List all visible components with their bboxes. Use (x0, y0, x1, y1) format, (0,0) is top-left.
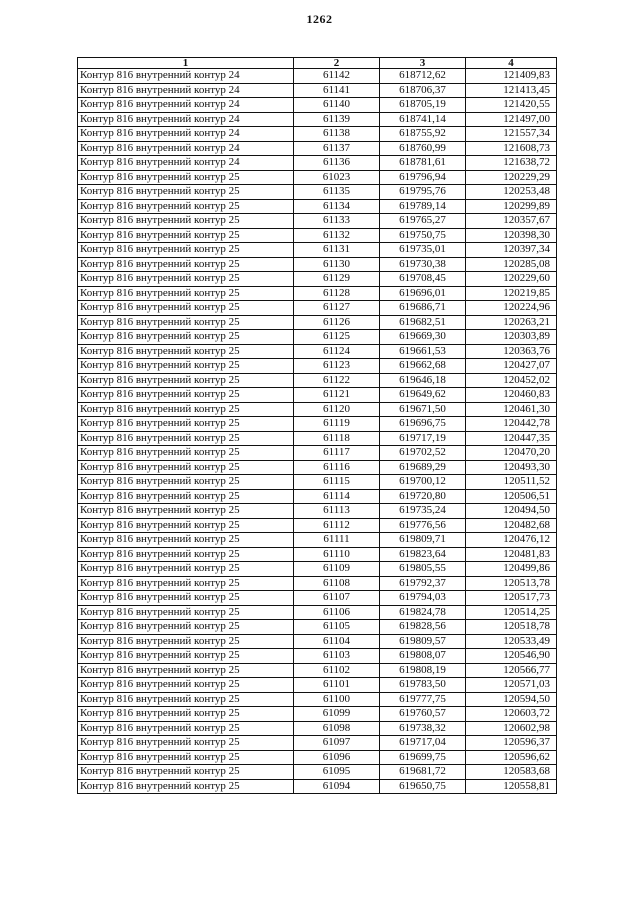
point-number-cell: 61105 (294, 620, 380, 635)
table-row (78, 649, 557, 664)
table-row (78, 591, 557, 606)
table-row (78, 634, 557, 649)
point-number-cell: 61101 (294, 678, 380, 693)
y-coordinate-cell: 120447,35 (466, 431, 557, 446)
x-coordinate-cell: 619795,76 (380, 185, 466, 200)
contour-name-cell: Контур 816 внутренний контур 25 (78, 692, 294, 707)
x-coordinate-cell: 619669,30 (380, 330, 466, 345)
y-coordinate-cell: 120583,68 (466, 765, 557, 780)
x-coordinate-cell: 619776,56 (380, 518, 466, 533)
table-row (78, 475, 557, 490)
point-number-cell: 61121 (294, 388, 380, 403)
contour-name-cell: Контур 816 внутренний контур 25 (78, 315, 294, 330)
x-coordinate-cell: 619760,57 (380, 707, 466, 722)
y-coordinate-cell: 120303,89 (466, 330, 557, 345)
table-row (78, 214, 557, 229)
point-number-cell: 61137 (294, 141, 380, 156)
table-row (78, 373, 557, 388)
contour-name-cell: Контур 816 внутренний контур 25 (78, 649, 294, 664)
point-number-cell: 61109 (294, 562, 380, 577)
x-coordinate-cell: 618706,37 (380, 83, 466, 98)
table-row (78, 243, 557, 258)
point-number-cell: 61099 (294, 707, 380, 722)
contour-name-cell: Контур 816 внутренний контур 25 (78, 475, 294, 490)
table-row (78, 460, 557, 475)
x-coordinate-cell: 619765,27 (380, 214, 466, 229)
y-coordinate-cell: 120566,77 (466, 663, 557, 678)
table-row (78, 533, 557, 548)
point-number-cell: 61098 (294, 721, 380, 736)
table-row (78, 127, 557, 142)
y-coordinate-cell: 120518,78 (466, 620, 557, 635)
table-row (78, 620, 557, 635)
point-number-cell: 61111 (294, 533, 380, 548)
x-coordinate-cell: 619730,38 (380, 257, 466, 272)
y-coordinate-cell: 120481,83 (466, 547, 557, 562)
contour-name-cell: Контур 816 внутренний контур 25 (78, 257, 294, 272)
table-row (78, 678, 557, 693)
point-number-cell: 61133 (294, 214, 380, 229)
y-coordinate-cell: 120253,48 (466, 185, 557, 200)
table-row (78, 286, 557, 301)
contour-name-cell: Контур 816 внутренний контур 25 (78, 736, 294, 751)
point-number-cell: 61115 (294, 475, 380, 490)
table-header-row (78, 58, 557, 69)
point-number-cell: 61094 (294, 779, 380, 794)
x-coordinate-cell: 619696,75 (380, 417, 466, 432)
x-coordinate-cell: 619805,55 (380, 562, 466, 577)
contour-name-cell: Контур 816 внутренний контур 25 (78, 330, 294, 345)
contour-name-cell: Контур 816 внутренний контур 25 (78, 446, 294, 461)
table-row (78, 562, 557, 577)
table-row (78, 156, 557, 171)
point-number-cell: 61142 (294, 69, 380, 84)
y-coordinate-cell: 120603,72 (466, 707, 557, 722)
x-coordinate-cell: 619808,07 (380, 649, 466, 664)
point-number-cell: 61110 (294, 547, 380, 562)
table-row (78, 779, 557, 794)
y-coordinate-cell: 120357,67 (466, 214, 557, 229)
x-coordinate-cell: 619646,18 (380, 373, 466, 388)
table-row (78, 388, 557, 403)
point-number-cell: 61128 (294, 286, 380, 301)
x-coordinate-cell: 619702,52 (380, 446, 466, 461)
table-row (78, 359, 557, 374)
y-coordinate-cell: 120517,73 (466, 591, 557, 606)
y-coordinate-cell: 120571,03 (466, 678, 557, 693)
table-row (78, 692, 557, 707)
contour-name-cell: Контур 816 внутренний контур 25 (78, 547, 294, 562)
x-coordinate-cell: 619777,75 (380, 692, 466, 707)
y-coordinate-cell: 120602,98 (466, 721, 557, 736)
y-coordinate-cell: 120482,68 (466, 518, 557, 533)
y-coordinate-cell: 120460,83 (466, 388, 557, 403)
contour-name-cell: Контур 816 внутренний контур 24 (78, 98, 294, 113)
table-row (78, 605, 557, 620)
x-coordinate-cell: 618705,19 (380, 98, 466, 113)
y-coordinate-cell: 120476,12 (466, 533, 557, 548)
point-number-cell: 61112 (294, 518, 380, 533)
table-row (78, 576, 557, 591)
point-number-cell: 61140 (294, 98, 380, 113)
x-coordinate-cell: 619809,57 (380, 634, 466, 649)
point-number-cell: 61113 (294, 504, 380, 519)
contour-name-cell: Контур 816 внутренний контур 25 (78, 417, 294, 432)
table-row (78, 257, 557, 272)
x-coordinate-cell: 619823,64 (380, 547, 466, 562)
table-row (78, 663, 557, 678)
table-row (78, 330, 557, 345)
x-coordinate-cell: 619796,94 (380, 170, 466, 185)
y-coordinate-cell: 120461,30 (466, 402, 557, 417)
y-coordinate-cell: 121608,73 (466, 141, 557, 156)
contour-name-cell: Контур 816 внутренний контур 25 (78, 504, 294, 519)
x-coordinate-cell: 619735,01 (380, 243, 466, 258)
y-coordinate-cell: 120494,50 (466, 504, 557, 519)
y-coordinate-cell: 120470,20 (466, 446, 557, 461)
table-row (78, 301, 557, 316)
contour-name-cell: Контур 816 внутренний контур 25 (78, 228, 294, 243)
column-header-1: 1 (78, 58, 294, 69)
y-coordinate-cell: 120229,29 (466, 170, 557, 185)
contour-name-cell: Контур 816 внутренний контур 25 (78, 301, 294, 316)
x-coordinate-cell: 619671,50 (380, 402, 466, 417)
x-coordinate-cell: 618760,99 (380, 141, 466, 156)
y-coordinate-cell: 120513,78 (466, 576, 557, 591)
table-row (78, 518, 557, 533)
point-number-cell: 61126 (294, 315, 380, 330)
contour-name-cell: Контур 816 внутренний контур 25 (78, 214, 294, 229)
x-coordinate-cell: 619686,71 (380, 301, 466, 316)
point-number-cell: 61106 (294, 605, 380, 620)
x-coordinate-cell: 619696,01 (380, 286, 466, 301)
point-number-cell: 61124 (294, 344, 380, 359)
contour-name-cell: Контур 816 внутренний контур 25 (78, 460, 294, 475)
contour-name-cell: Контур 816 внутренний контур 25 (78, 562, 294, 577)
x-coordinate-cell: 619792,37 (380, 576, 466, 591)
x-coordinate-cell: 619824,78 (380, 605, 466, 620)
point-number-cell: 61095 (294, 765, 380, 780)
y-coordinate-cell: 120596,37 (466, 736, 557, 751)
contour-name-cell: Контур 816 внутренний контур 25 (78, 518, 294, 533)
x-coordinate-cell: 619809,71 (380, 533, 466, 548)
y-coordinate-cell: 121409,83 (466, 69, 557, 84)
table-row (78, 272, 557, 287)
y-coordinate-cell: 120558,81 (466, 779, 557, 794)
contour-name-cell: Контур 816 внутренний контур 25 (78, 373, 294, 388)
table-row (78, 721, 557, 736)
x-coordinate-cell: 619650,75 (380, 779, 466, 794)
y-coordinate-cell: 120596,62 (466, 750, 557, 765)
table-row (78, 199, 557, 214)
table-body (78, 69, 557, 794)
contour-name-cell: Контур 816 внутренний контур 25 (78, 199, 294, 214)
x-coordinate-cell: 619682,51 (380, 315, 466, 330)
point-number-cell: 61102 (294, 663, 380, 678)
page-number: 1262 (306, 12, 333, 26)
y-coordinate-cell: 121413,45 (466, 83, 557, 98)
x-coordinate-cell: 618781,61 (380, 156, 466, 171)
contour-name-cell: Контур 816 внутренний контур 25 (78, 359, 294, 374)
table-row (78, 547, 557, 562)
y-coordinate-cell: 120511,52 (466, 475, 557, 490)
contour-name-cell: Контур 816 внутренний контур 25 (78, 605, 294, 620)
point-number-cell: 61131 (294, 243, 380, 258)
point-number-cell: 61136 (294, 156, 380, 171)
y-coordinate-cell: 120493,30 (466, 460, 557, 475)
column-header-3: 3 (380, 58, 466, 69)
point-number-cell: 61097 (294, 736, 380, 751)
x-coordinate-cell: 618755,92 (380, 127, 466, 142)
x-coordinate-cell: 619699,75 (380, 750, 466, 765)
point-number-cell: 61135 (294, 185, 380, 200)
point-number-cell: 61139 (294, 112, 380, 127)
contour-name-cell: Контур 816 внутренний контур 24 (78, 156, 294, 171)
x-coordinate-cell: 619717,04 (380, 736, 466, 751)
y-coordinate-cell: 120594,50 (466, 692, 557, 707)
table-row (78, 417, 557, 432)
x-coordinate-cell: 619689,29 (380, 460, 466, 475)
contour-name-cell: Контур 816 внутренний контур 24 (78, 83, 294, 98)
x-coordinate-cell: 618741,14 (380, 112, 466, 127)
y-coordinate-cell: 120263,21 (466, 315, 557, 330)
point-number-cell: 61129 (294, 272, 380, 287)
x-coordinate-cell: 619783,50 (380, 678, 466, 693)
table-row (78, 141, 557, 156)
table-row (78, 736, 557, 751)
table-row (78, 228, 557, 243)
point-number-cell: 61114 (294, 489, 380, 504)
point-number-cell: 61116 (294, 460, 380, 475)
contour-name-cell: Контур 816 внутренний контур 25 (78, 634, 294, 649)
point-number-cell: 61103 (294, 649, 380, 664)
point-number-cell: 61100 (294, 692, 380, 707)
table-row (78, 83, 557, 98)
y-coordinate-cell: 120427,07 (466, 359, 557, 374)
contour-name-cell: Контур 816 внутренний контур 25 (78, 388, 294, 403)
contour-name-cell: Контур 816 внутренний контур 25 (78, 344, 294, 359)
point-number-cell: 61138 (294, 127, 380, 142)
x-coordinate-cell: 619708,45 (380, 272, 466, 287)
y-coordinate-cell: 121420,55 (466, 98, 557, 113)
table-row (78, 98, 557, 113)
table-row (78, 402, 557, 417)
x-coordinate-cell: 619738,32 (380, 721, 466, 736)
point-number-cell: 61122 (294, 373, 380, 388)
contour-name-cell: Контур 816 внутренний контур 25 (78, 591, 294, 606)
y-coordinate-cell: 120442,78 (466, 417, 557, 432)
point-number-cell: 61130 (294, 257, 380, 272)
point-number-cell: 61104 (294, 634, 380, 649)
contour-name-cell: Контур 816 внутренний контур 25 (78, 402, 294, 417)
y-coordinate-cell: 120499,86 (466, 562, 557, 577)
x-coordinate-cell: 619750,75 (380, 228, 466, 243)
table-row (78, 489, 557, 504)
table-row (78, 707, 557, 722)
table-row (78, 750, 557, 765)
contour-name-cell: Контур 816 внутренний контур 25 (78, 489, 294, 504)
contour-name-cell: Контур 816 внутренний контур 25 (78, 243, 294, 258)
x-coordinate-cell: 619717,19 (380, 431, 466, 446)
table-row (78, 765, 557, 780)
x-coordinate-cell: 619794,03 (380, 591, 466, 606)
table-row (78, 431, 557, 446)
contour-name-cell: Контур 816 внутренний контур 25 (78, 765, 294, 780)
y-coordinate-cell: 120219,85 (466, 286, 557, 301)
y-coordinate-cell: 120363,76 (466, 344, 557, 359)
point-number-cell: 61141 (294, 83, 380, 98)
column-header-2: 2 (294, 58, 380, 69)
y-coordinate-cell: 120229,60 (466, 272, 557, 287)
point-number-cell: 61108 (294, 576, 380, 591)
y-coordinate-cell: 120546,90 (466, 649, 557, 664)
point-number-cell: 61127 (294, 301, 380, 316)
contour-name-cell: Контур 816 внутренний контур 25 (78, 721, 294, 736)
point-number-cell: 61023 (294, 170, 380, 185)
y-coordinate-cell: 120533,49 (466, 634, 557, 649)
contour-name-cell: Контур 816 внутренний контур 25 (78, 620, 294, 635)
table-row (78, 315, 557, 330)
y-coordinate-cell: 121638,72 (466, 156, 557, 171)
y-coordinate-cell: 121497,00 (466, 112, 557, 127)
contour-name-cell: Контур 816 внутренний контур 25 (78, 576, 294, 591)
contour-name-cell: Контур 816 внутренний контур 24 (78, 127, 294, 142)
point-number-cell: 61132 (294, 228, 380, 243)
point-number-cell: 61117 (294, 446, 380, 461)
contour-name-cell: Контур 816 внутренний контур 25 (78, 663, 294, 678)
contour-name-cell: Контур 816 внутренний контур 25 (78, 286, 294, 301)
x-coordinate-cell: 619681,72 (380, 765, 466, 780)
x-coordinate-cell: 618712,62 (380, 69, 466, 84)
x-coordinate-cell: 619735,24 (380, 504, 466, 519)
x-coordinate-cell: 619649,62 (380, 388, 466, 403)
point-number-cell: 61123 (294, 359, 380, 374)
y-coordinate-cell: 120299,89 (466, 199, 557, 214)
point-number-cell: 61118 (294, 431, 380, 446)
point-number-cell: 61096 (294, 750, 380, 765)
table-row (78, 504, 557, 519)
contour-name-cell: Контур 816 внутренний контур 24 (78, 69, 294, 84)
contour-name-cell: Контур 816 внутренний контур 25 (78, 431, 294, 446)
table-row (78, 112, 557, 127)
y-coordinate-cell: 120397,34 (466, 243, 557, 258)
y-coordinate-cell: 120224,96 (466, 301, 557, 316)
point-number-cell: 61120 (294, 402, 380, 417)
contour-name-cell: Контур 816 внутренний контур 25 (78, 533, 294, 548)
x-coordinate-cell: 619662,68 (380, 359, 466, 374)
y-coordinate-cell: 120506,51 (466, 489, 557, 504)
contour-name-cell: Контур 816 внутренний контур 25 (78, 272, 294, 287)
y-coordinate-cell: 120285,08 (466, 257, 557, 272)
contour-name-cell: Контур 816 внутренний контур 25 (78, 750, 294, 765)
x-coordinate-cell: 619700,12 (380, 475, 466, 490)
table-row (78, 185, 557, 200)
y-coordinate-cell: 121557,34 (466, 127, 557, 142)
table-row (78, 170, 557, 185)
contour-name-cell: Контур 816 внутренний контур 24 (78, 112, 294, 127)
y-coordinate-cell: 120514,25 (466, 605, 557, 620)
contour-name-cell: Контур 816 внутренний контур 25 (78, 170, 294, 185)
table-row (78, 344, 557, 359)
y-coordinate-cell: 120452,02 (466, 373, 557, 388)
point-number-cell: 61119 (294, 417, 380, 432)
table-row (78, 446, 557, 461)
x-coordinate-cell: 619808,19 (380, 663, 466, 678)
point-number-cell: 61125 (294, 330, 380, 345)
column-header-4: 4 (466, 58, 557, 69)
x-coordinate-cell: 619828,56 (380, 620, 466, 635)
x-coordinate-cell: 619789,14 (380, 199, 466, 214)
contour-name-cell: Контур 816 внутренний контур 25 (78, 185, 294, 200)
contour-name-cell: Контур 816 внутренний контур 25 (78, 678, 294, 693)
x-coordinate-cell: 619661,53 (380, 344, 466, 359)
y-coordinate-cell: 120398,30 (466, 228, 557, 243)
x-coordinate-cell: 619720,80 (380, 489, 466, 504)
contour-name-cell: Контур 816 внутренний контур 25 (78, 707, 294, 722)
contour-name-cell: Контур 816 внутренний контур 24 (78, 141, 294, 156)
point-number-cell: 61107 (294, 591, 380, 606)
table-row (78, 69, 557, 84)
coordinates-table (77, 57, 557, 794)
contour-name-cell: Контур 816 внутренний контур 25 (78, 779, 294, 794)
point-number-cell: 61134 (294, 199, 380, 214)
